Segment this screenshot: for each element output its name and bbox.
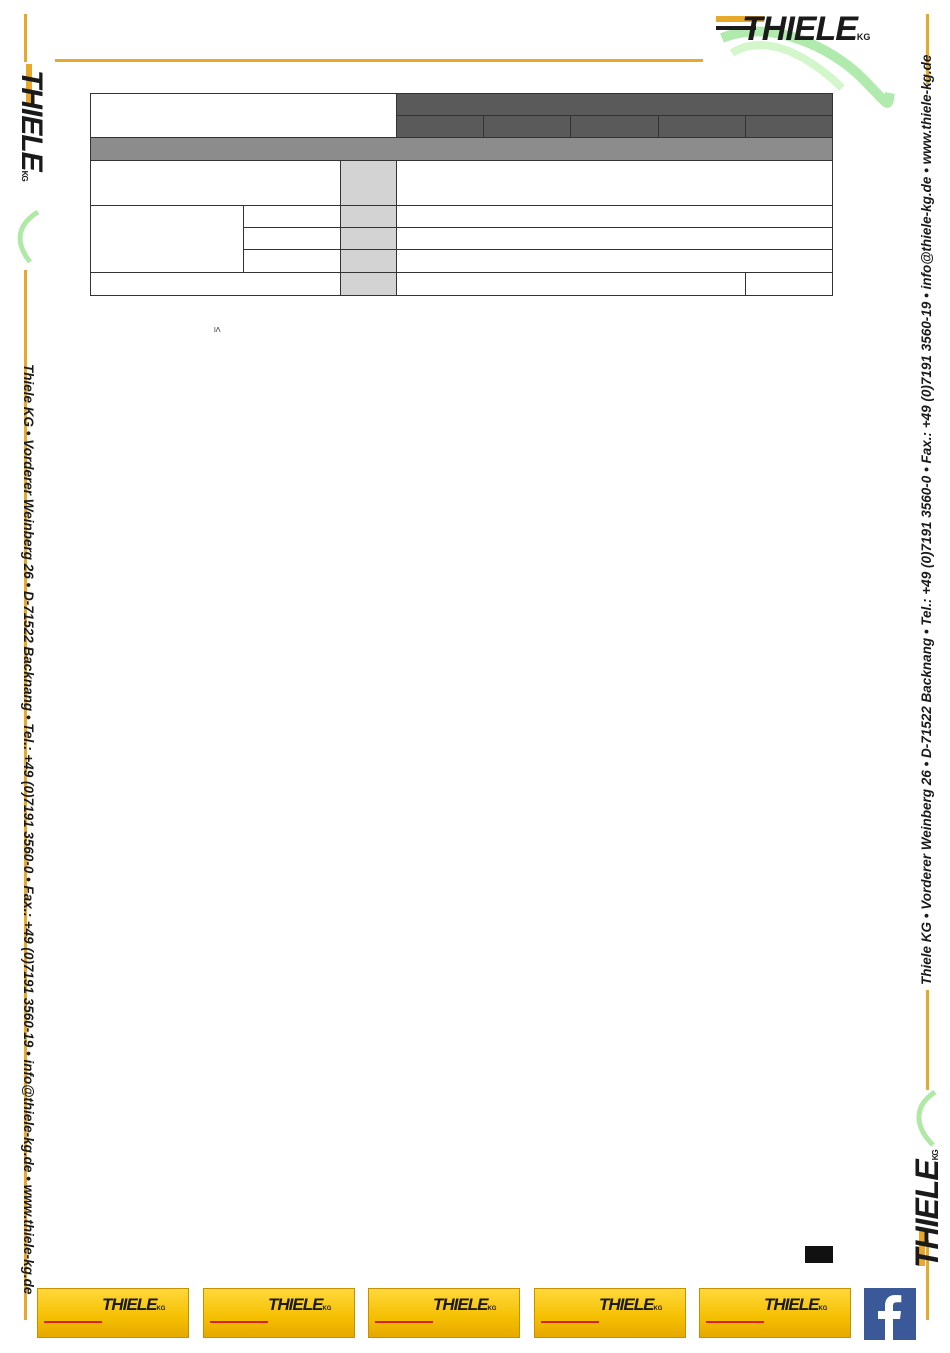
left-logo-text: THIELE — [15, 70, 48, 171]
table-cell-unit — [341, 250, 397, 273]
footer-tile-1[interactable] — [37, 1288, 189, 1338]
footer-tile-3[interactable] — [368, 1288, 520, 1338]
table-cell — [244, 206, 341, 228]
contact-line-right: Thiele KG • Vorderer Weinberg 26 • D-71522 Backnang • Tel.: +49 (0)7191 3560-0 • Fax.: +49 (0)7191 3560-19 • info@thiele-kg.de • www.thiele-kg.de — [919, 54, 934, 985]
table-cell — [746, 273, 833, 296]
table-header-col — [659, 116, 746, 138]
table-header-col — [746, 116, 833, 138]
left-border-top — [24, 14, 27, 62]
right-logo — [905, 1090, 947, 1270]
footer-tile-kg: KG — [653, 1306, 663, 1312]
table-cell — [397, 228, 833, 250]
table-cell — [397, 250, 833, 273]
table-cell-unit — [341, 206, 397, 228]
footer-tile-kg: KG — [818, 1306, 828, 1312]
header-rule — [55, 59, 703, 62]
note-symbol: ≤ — [211, 326, 223, 333]
left-logo — [8, 62, 48, 267]
right-border-bottom — [926, 990, 929, 1090]
table-cell-unit — [341, 273, 397, 296]
spec-table — [90, 93, 833, 296]
header-logo-kg: KG — [856, 32, 871, 42]
table-row — [91, 161, 833, 206]
footer-tile-4[interactable] — [534, 1288, 686, 1338]
table-cell — [91, 273, 341, 296]
right-logo-kg: KG — [931, 1150, 940, 1161]
footer-tile-label: THIELE — [433, 1295, 488, 1314]
table-row — [91, 94, 833, 116]
footer-tile-label: THIELE — [102, 1295, 157, 1314]
left-logo-kg: KG — [20, 170, 29, 181]
table-cell-unit — [341, 228, 397, 250]
footer-tile-label: THIELE — [599, 1295, 654, 1314]
table-header-band — [397, 94, 833, 116]
table-cell — [244, 250, 341, 273]
contact-line-left: Thiele KG • Vorderer Weinberg 26 • D-71522 Backnang • Tel.: +49 (0)7191 3560-0 • Fax.: +49 (0)7191 3560-19 • info@thiele-kg.de • www.thiele-kg.de — [21, 364, 36, 1295]
table-cell — [397, 206, 833, 228]
table-row — [91, 273, 833, 296]
table-cell — [397, 161, 833, 206]
table-row — [91, 138, 833, 161]
facebook-icon[interactable] — [864, 1288, 916, 1340]
table-header-col — [484, 116, 571, 138]
table-row — [91, 206, 833, 228]
table-cell — [91, 161, 341, 206]
header-logo-text: THIELE — [742, 10, 857, 48]
table-cell-title — [91, 94, 397, 138]
table-header-col — [571, 116, 659, 138]
table-cell — [244, 228, 341, 250]
right-logo-text: THIELE — [909, 1160, 945, 1268]
footer-tile-2[interactable] — [203, 1288, 355, 1338]
table-cell-group — [91, 206, 244, 273]
table-section-band — [91, 138, 833, 161]
footer-tile-5[interactable] — [699, 1288, 851, 1338]
table-cell-unit — [341, 161, 397, 206]
table-header-col — [397, 116, 484, 138]
footer-tile-kg: KG — [156, 1306, 166, 1312]
facebook-f-icon — [864, 1288, 916, 1340]
footer-tile-label: THIELE — [268, 1295, 323, 1314]
table-cell — [397, 273, 746, 296]
footer-tile-label: THIELE — [764, 1295, 819, 1314]
footer-tile-kg: KG — [487, 1306, 497, 1312]
page-number-box — [805, 1246, 833, 1263]
footer-tile-kg: KG — [322, 1306, 332, 1312]
